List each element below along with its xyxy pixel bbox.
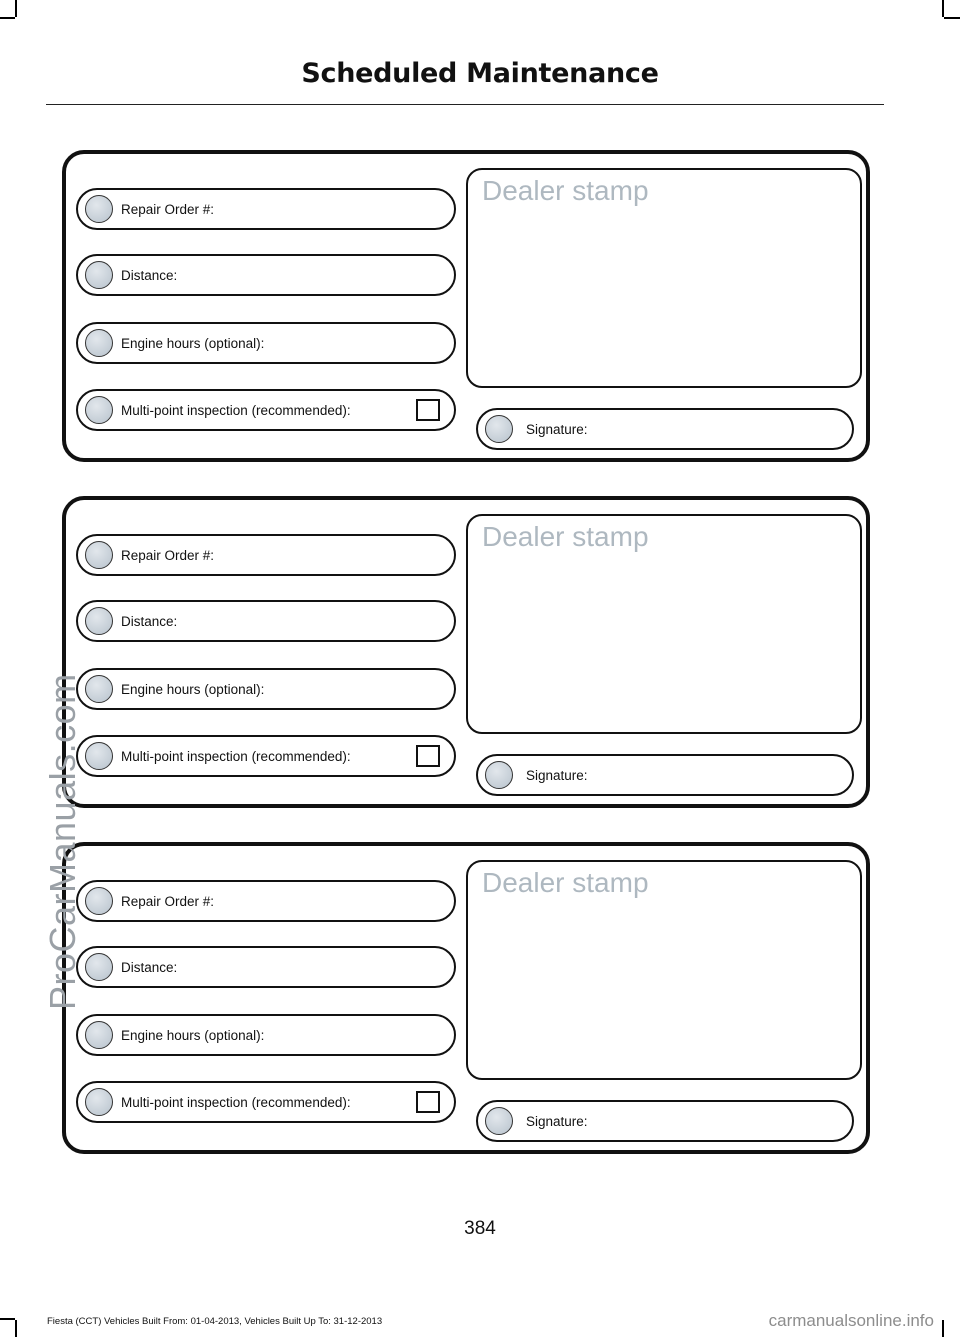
repair-order-label: Repair Order #:	[121, 548, 215, 563]
field-bullet-icon	[85, 396, 113, 424]
field-bullet-icon	[85, 742, 113, 770]
field-bullet-icon	[85, 329, 113, 357]
page-number: 384	[464, 1218, 496, 1239]
maintenance-record-card	[62, 496, 870, 808]
repair-order-field[interactable]	[76, 880, 456, 922]
crop-mark	[942, 0, 944, 17]
maintenance-record-card	[62, 150, 870, 462]
footer-watermark: carmanualsonline.info	[768, 1311, 934, 1330]
crop-mark	[0, 1318, 15, 1320]
repair-order-field[interactable]	[76, 534, 456, 576]
field-bullet-icon	[85, 887, 113, 915]
inspection-checkbox[interactable]	[416, 745, 440, 767]
field-bullet-icon	[85, 953, 113, 981]
field-bullet-icon	[85, 1088, 113, 1116]
engine-hours-field[interactable]	[76, 322, 456, 364]
dealer-stamp-label: Dealer stamp	[482, 521, 649, 552]
dealer-stamp-box	[466, 860, 862, 1080]
signature-field[interactable]	[476, 754, 854, 796]
inspection-checkbox[interactable]	[416, 399, 440, 421]
distance-field[interactable]	[76, 254, 456, 296]
field-bullet-icon	[85, 675, 113, 703]
distance-field[interactable]	[76, 946, 456, 988]
distance-label: Distance:	[121, 268, 178, 283]
field-bullet-icon	[485, 415, 513, 443]
field-bullet-icon	[485, 1107, 513, 1135]
distance-label: Distance:	[121, 960, 178, 975]
crop-mark	[0, 17, 15, 19]
signature-field[interactable]	[476, 408, 854, 450]
field-bullet-icon	[85, 607, 113, 635]
repair-order-label: Repair Order #:	[121, 202, 215, 217]
field-bullet-icon	[485, 761, 513, 789]
field-bullet-icon	[85, 261, 113, 289]
dealer-stamp-label: Dealer stamp	[482, 175, 649, 206]
footer-vehicle-info: Fiesta (CCT) Vehicles Built From: 01-04-2013, Vehicles Built Up To: 31-12-2013	[47, 1316, 383, 1327]
inspection-checkbox[interactable]	[416, 1091, 440, 1113]
signature-label: Signature:	[526, 768, 588, 783]
inspection-label: Multi-point inspection (recommended):	[121, 403, 351, 418]
signature-label: Signature:	[526, 1114, 588, 1129]
title-divider	[46, 104, 884, 105]
engine-hours-label: Engine hours (optional):	[121, 682, 265, 697]
inspection-field	[76, 1081, 456, 1123]
signature-field[interactable]	[476, 1100, 854, 1142]
dealer-stamp-label: Dealer stamp	[482, 867, 649, 898]
signature-label: Signature:	[526, 422, 588, 437]
inspection-label: Multi-point inspection (recommended):	[121, 749, 351, 764]
engine-hours-field[interactable]	[76, 668, 456, 710]
crop-mark	[15, 1320, 17, 1337]
engine-hours-label: Engine hours (optional):	[121, 336, 265, 351]
crop-mark	[15, 0, 17, 17]
engine-hours-field[interactable]	[76, 1014, 456, 1056]
inspection-field	[76, 735, 456, 777]
dealer-stamp-box	[466, 514, 862, 734]
dealer-stamp-box	[466, 168, 862, 388]
inspection-label: Multi-point inspection (recommended):	[121, 1095, 351, 1110]
repair-order-label: Repair Order #:	[121, 894, 215, 909]
field-bullet-icon	[85, 1021, 113, 1049]
field-bullet-icon	[85, 541, 113, 569]
crop-mark	[942, 1320, 944, 1337]
engine-hours-label: Engine hours (optional):	[121, 1028, 265, 1043]
side-watermark: ProCarManuals.com	[42, 673, 83, 1010]
distance-field[interactable]	[76, 600, 456, 642]
page-title: Scheduled Maintenance	[301, 58, 659, 89]
crop-mark	[944, 17, 960, 19]
field-bullet-icon	[85, 195, 113, 223]
maintenance-record-card	[62, 842, 870, 1154]
distance-label: Distance:	[121, 614, 178, 629]
inspection-field	[76, 389, 456, 431]
repair-order-field[interactable]	[76, 188, 456, 230]
